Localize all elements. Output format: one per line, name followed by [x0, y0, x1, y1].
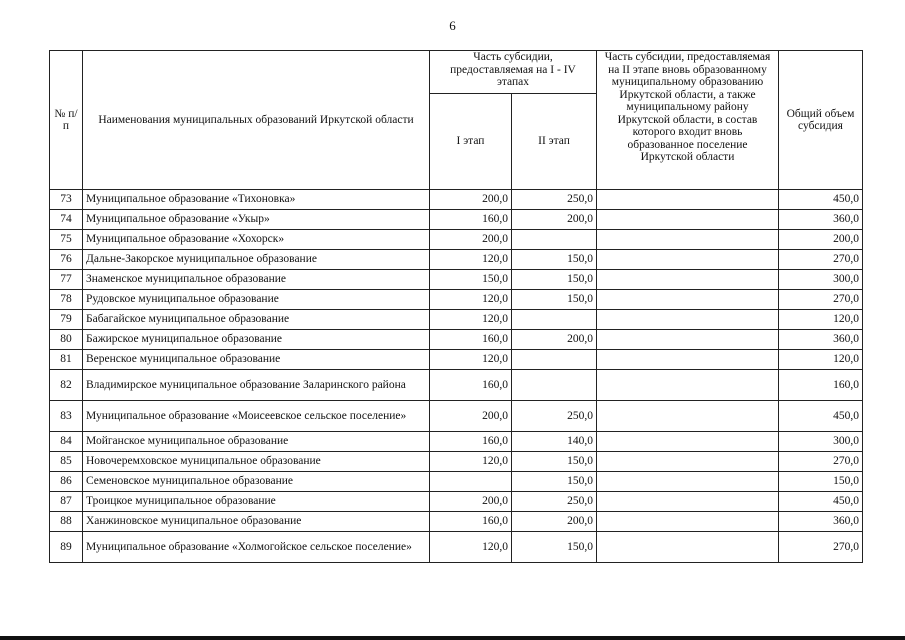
- row-stage1: 200,0: [430, 190, 512, 210]
- row-stage1: 120,0: [430, 250, 512, 270]
- row-number: 74: [50, 210, 83, 230]
- row-total: 270,0: [779, 290, 863, 310]
- header-stage2: II этап: [512, 94, 597, 190]
- row-name: Бабагайское муниципальное образование: [83, 310, 430, 330]
- row-total: 300,0: [779, 432, 863, 452]
- row-stage2: [512, 310, 597, 330]
- table-row: [50, 330, 863, 350]
- row-stage2: 150,0: [512, 472, 597, 492]
- row-total: 120,0: [779, 310, 863, 330]
- row-stage1: 120,0: [430, 350, 512, 370]
- table-row: [50, 190, 863, 210]
- row-stage1: 160,0: [430, 512, 512, 532]
- row-stage1: 120,0: [430, 310, 512, 330]
- row-name: Троицкое муниципальное образование: [83, 492, 430, 512]
- row-total: 270,0: [779, 452, 863, 472]
- row-stage2: 250,0: [512, 401, 597, 432]
- table-row: [50, 512, 863, 532]
- row-total: 450,0: [779, 492, 863, 512]
- row-stage2: 150,0: [512, 452, 597, 472]
- table-row: [50, 310, 863, 330]
- row-total: 360,0: [779, 330, 863, 350]
- header-part-stages: Часть субсидии, предоставляемая на I - IV этапах: [430, 51, 597, 94]
- row-new-part: [597, 370, 779, 401]
- row-stage1: 200,0: [430, 492, 512, 512]
- row-new-part: [597, 472, 779, 492]
- header-name: Наименования муниципальных образований Иркутской области: [83, 51, 430, 190]
- row-stage1: 120,0: [430, 290, 512, 310]
- row-stage2: 200,0: [512, 512, 597, 532]
- row-stage1: 160,0: [430, 432, 512, 452]
- subsidy-table: [49, 50, 863, 563]
- scan-edge-line: [0, 636, 905, 640]
- row-stage2: 150,0: [512, 532, 597, 563]
- row-number: 82: [50, 370, 83, 401]
- row-name: Знаменское муниципальное образование: [83, 270, 430, 290]
- row-stage2: 150,0: [512, 290, 597, 310]
- row-new-part: [597, 432, 779, 452]
- table-row: [50, 472, 863, 492]
- row-number: 88: [50, 512, 83, 532]
- row-number: 87: [50, 492, 83, 512]
- row-stage2: 150,0: [512, 250, 597, 270]
- row-new-part: [597, 532, 779, 563]
- row-stage2: 140,0: [512, 432, 597, 452]
- row-new-part: [597, 190, 779, 210]
- table-row: [50, 230, 863, 250]
- table-row: [50, 492, 863, 512]
- row-number: 83: [50, 401, 83, 432]
- row-new-part: [597, 492, 779, 512]
- row-new-part: [597, 330, 779, 350]
- row-stage2: 200,0: [512, 330, 597, 350]
- row-total: 450,0: [779, 190, 863, 210]
- row-name: Бажирское муниципальное образование: [83, 330, 430, 350]
- row-number: 86: [50, 472, 83, 492]
- row-stage1: 120,0: [430, 532, 512, 563]
- row-name: Рудовское муниципальное образование: [83, 290, 430, 310]
- table-row: [50, 250, 863, 270]
- row-new-part: [597, 210, 779, 230]
- row-number: 84: [50, 432, 83, 452]
- row-stage1: 200,0: [430, 230, 512, 250]
- row-number: 73: [50, 190, 83, 210]
- row-total: 450,0: [779, 401, 863, 432]
- row-stage2: [512, 350, 597, 370]
- row-new-part: [597, 290, 779, 310]
- header-total: Общий объем субсидия: [779, 51, 863, 190]
- row-new-part: [597, 452, 779, 472]
- row-stage2: 200,0: [512, 210, 597, 230]
- row-number: 76: [50, 250, 83, 270]
- table-row: [50, 350, 863, 370]
- row-stage2: [512, 230, 597, 250]
- table-body: [50, 190, 863, 563]
- row-name: Владимирское муниципальное образование Заларинского района: [83, 370, 430, 401]
- table-row: [50, 452, 863, 472]
- row-name: Мойганское муниципальное образование: [83, 432, 430, 452]
- row-total: 160,0: [779, 370, 863, 401]
- row-name: Веренское муниципальное образование: [83, 350, 430, 370]
- page-number: 6: [449, 18, 456, 33]
- row-name: Муниципальное образование «Хохорск»: [83, 230, 430, 250]
- row-stage1: 160,0: [430, 210, 512, 230]
- row-total: 200,0: [779, 230, 863, 250]
- row-total: 360,0: [779, 210, 863, 230]
- row-new-part: [597, 350, 779, 370]
- row-stage1: 160,0: [430, 330, 512, 350]
- row-number: 77: [50, 270, 83, 290]
- row-number: 78: [50, 290, 83, 310]
- row-name: Муниципальное образование «Тихоновка»: [83, 190, 430, 210]
- table-row: [50, 210, 863, 230]
- row-number: 81: [50, 350, 83, 370]
- row-name: Муниципальное образование «Холмогойское сельское поселение»: [83, 532, 430, 563]
- row-total: 270,0: [779, 532, 863, 563]
- table-row: [50, 290, 863, 310]
- row-stage2: 250,0: [512, 492, 597, 512]
- row-stage2: 150,0: [512, 270, 597, 290]
- header-num: № п/п: [50, 51, 83, 190]
- row-total: 270,0: [779, 250, 863, 270]
- row-stage1: 160,0: [430, 370, 512, 401]
- row-name: Муниципальное образование «Моисеевское сельское поселение»: [83, 401, 430, 432]
- table-row: [50, 532, 863, 563]
- table-row: [50, 370, 863, 401]
- row-number: 79: [50, 310, 83, 330]
- row-stage1: 120,0: [430, 452, 512, 472]
- row-new-part: [597, 310, 779, 330]
- row-total: 300,0: [779, 270, 863, 290]
- row-name: Дальне-Закорское муниципальное образование: [83, 250, 430, 270]
- row-total: 120,0: [779, 350, 863, 370]
- header-part-new: Часть субсидии, предоставляемая на II этапе вновь образованному муниципальному образованию Иркутской области, а также муниципальному району Иркутской области, в состав которого входит вновь образованное поселение Иркутской области: [597, 51, 779, 190]
- row-stage2: 250,0: [512, 190, 597, 210]
- row-stage2: [512, 370, 597, 401]
- row-total: 150,0: [779, 472, 863, 492]
- row-new-part: [597, 270, 779, 290]
- row-new-part: [597, 401, 779, 432]
- row-name: Новочеремховское муниципальное образование: [83, 452, 430, 472]
- row-stage1: [430, 472, 512, 492]
- row-stage1: 200,0: [430, 401, 512, 432]
- row-number: 75: [50, 230, 83, 250]
- header-stage1: I этап: [430, 94, 512, 190]
- row-stage1: 150,0: [430, 270, 512, 290]
- row-new-part: [597, 512, 779, 532]
- table-row: [50, 432, 863, 452]
- row-number: 89: [50, 532, 83, 563]
- row-number: 85: [50, 452, 83, 472]
- table-header-row: [50, 51, 863, 94]
- row-name: Муниципальное образование «Укыр»: [83, 210, 430, 230]
- row-total: 360,0: [779, 512, 863, 532]
- table-row: [50, 270, 863, 290]
- row-number: 80: [50, 330, 83, 350]
- row-new-part: [597, 250, 779, 270]
- row-name: Семеновское муниципальное образование: [83, 472, 430, 492]
- row-name: Ханжиновское муниципальное образование: [83, 512, 430, 532]
- table-row: [50, 401, 863, 432]
- row-new-part: [597, 230, 779, 250]
